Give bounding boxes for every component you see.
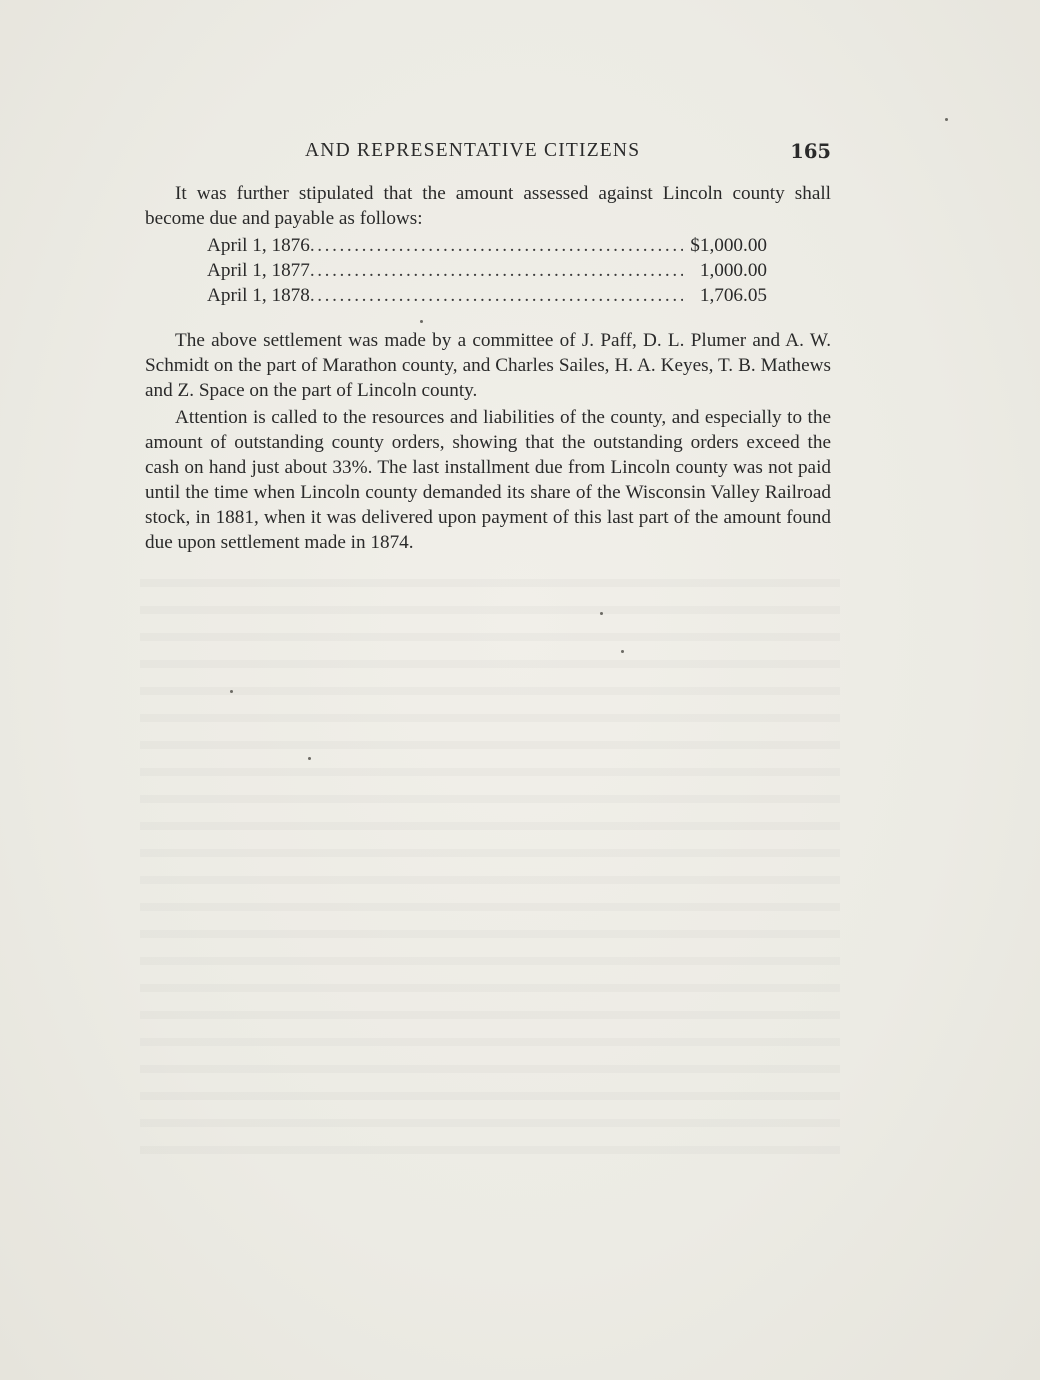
payment-schedule <box>207 233 767 308</box>
paper-speck <box>600 612 603 615</box>
running-title: AND REPRESENTATIVE CITIZENS <box>305 140 641 161</box>
schedule-row <box>207 233 767 258</box>
schedule-date: April 1, 1878 <box>207 285 310 306</box>
paragraph-attention: Attention is called to the resources and liabilities of the county, and especially to the amount of outstanding county orders, showing that the outstanding orders exceed the cash on hand just about 33%. The last installment due from Lincoln county was not paid until the time when Lincoln county demanded its share of the Wisconsin Valley Railroad stock, in 1881, when it was delivered upon payment of this last part of the amount found due upon settlement made in 1874. <box>145 407 831 553</box>
schedule-row <box>207 283 767 308</box>
dot-leader <box>310 283 683 308</box>
paper-speck <box>420 320 423 323</box>
schedule-amount: 1,706.05 <box>699 285 767 306</box>
paper-speck <box>621 650 624 653</box>
running-head <box>145 140 831 168</box>
page-number: 165 <box>790 140 831 163</box>
dot-leader <box>310 233 683 258</box>
paper-speck <box>230 690 233 693</box>
schedule-row <box>207 258 767 283</box>
show-through-texture <box>140 565 840 1165</box>
dot-leader <box>310 258 683 283</box>
paper-speck <box>308 757 311 760</box>
paper-speck <box>945 118 948 121</box>
schedule-amount: 1,000.00 <box>699 260 767 281</box>
schedule-amount: $1,000.00 <box>690 235 767 256</box>
paragraph-stipulation: It was further stipulated that the amount assessed against Lincoln county shall become due and payable as follows: <box>145 183 831 229</box>
schedule-date: April 1, 1876 <box>207 235 310 256</box>
paragraph-settlement-committee: The above settlement was made by a committee of J. Paff, D. L. Plumer and A. W. Schmidt on the part of Marathon county, and Charles Sailes, H. A. Keyes, T. B. Mathews and Z. Space on the part of Lincoln county. <box>145 330 831 401</box>
schedule-date: April 1, 1877 <box>207 260 310 281</box>
